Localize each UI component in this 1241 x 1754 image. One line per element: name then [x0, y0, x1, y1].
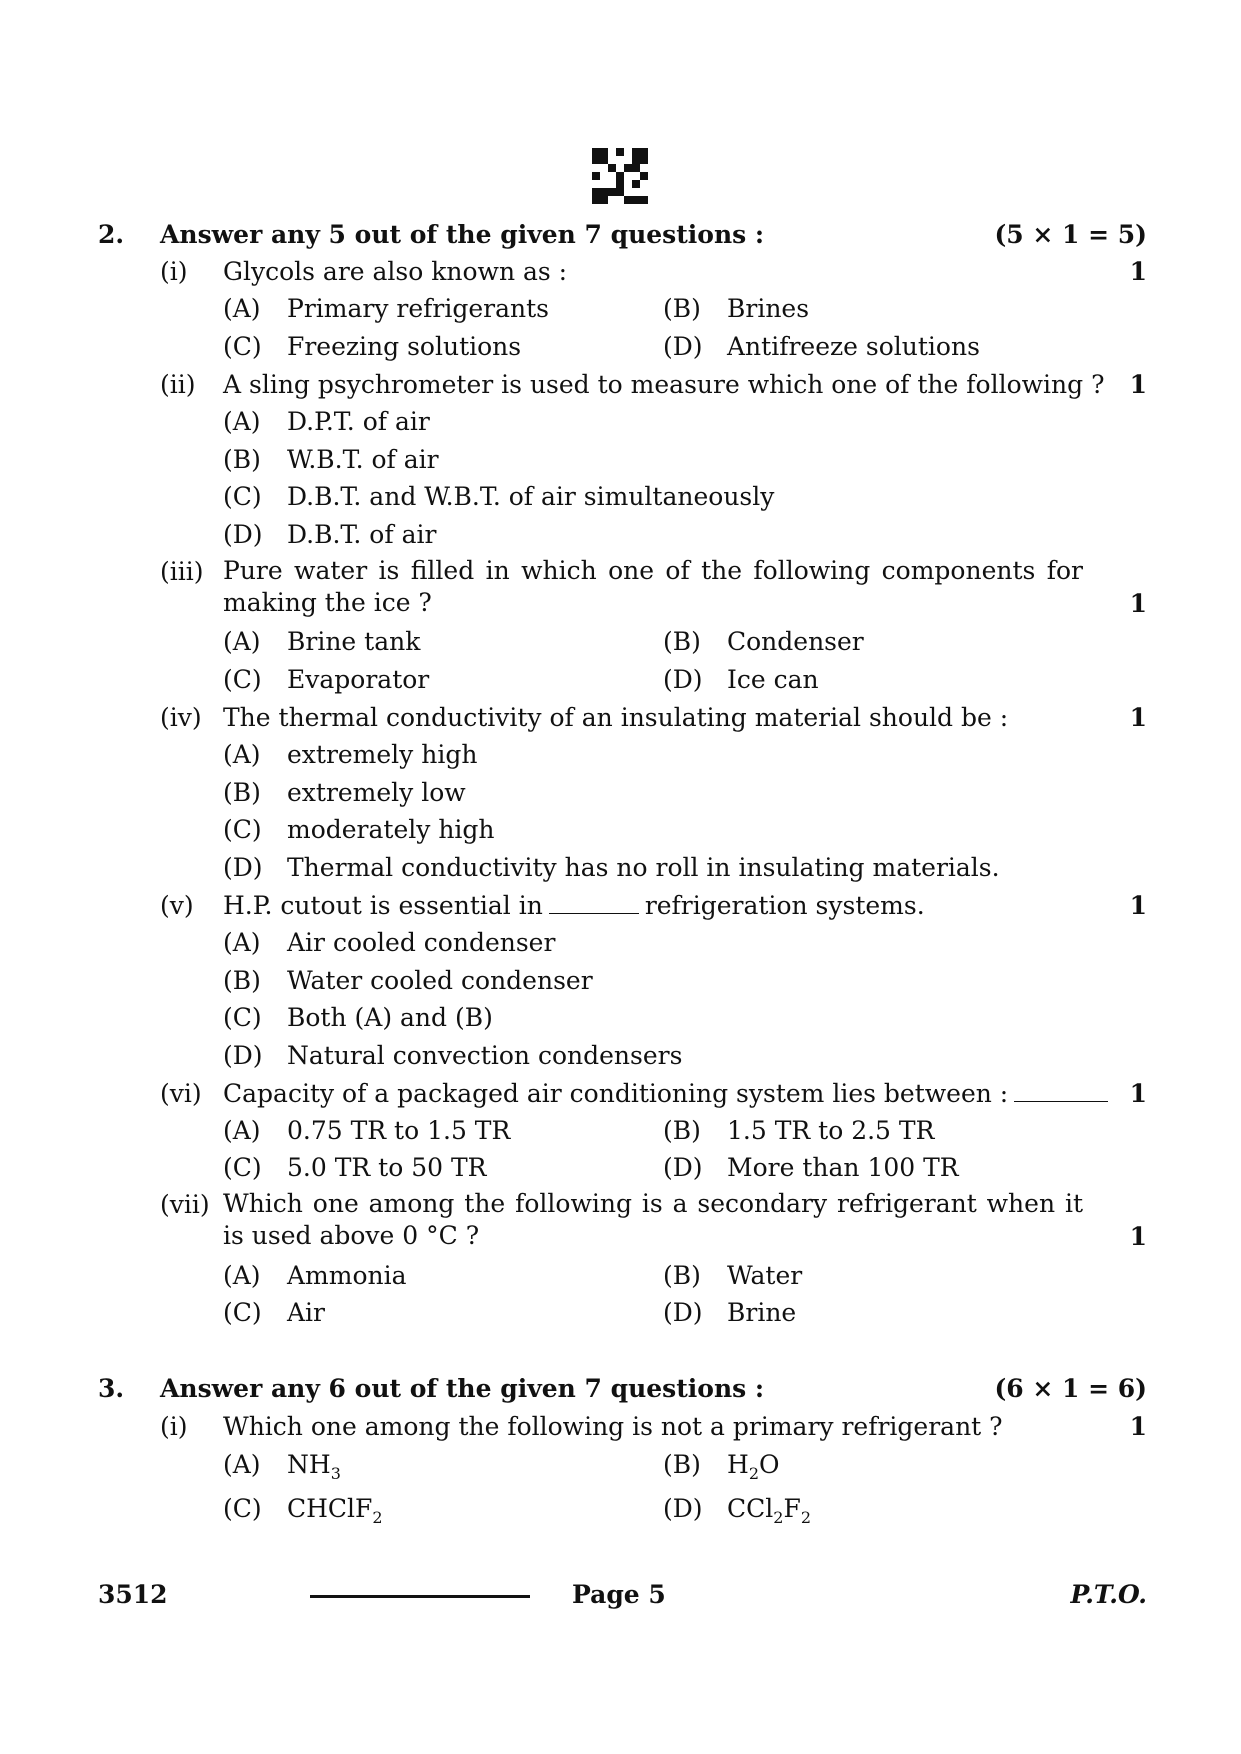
sub-question-number: (iii)	[160, 557, 204, 586]
option-label: (D)	[223, 1041, 263, 1070]
option-label: (B)	[663, 1116, 701, 1145]
option	[223, 1450, 341, 1483]
option-text: Water	[727, 1261, 803, 1290]
option	[223, 482, 774, 511]
option-label: (B)	[663, 1261, 701, 1290]
option	[223, 853, 1000, 882]
option	[223, 665, 429, 694]
option	[663, 332, 980, 361]
option-text: More than 100 TR	[727, 1153, 959, 1182]
sub-question-mark: 1	[1129, 257, 1147, 286]
sub-question-number: (i)	[160, 1412, 188, 1441]
option-label: (B)	[663, 1450, 701, 1479]
option-text: extremely high	[287, 740, 478, 769]
option	[223, 1494, 383, 1527]
option	[663, 1298, 796, 1327]
option-label: (C)	[223, 1298, 262, 1327]
option-label: (D)	[663, 1494, 703, 1523]
sub-question-mark: 1	[1129, 370, 1147, 399]
sub-question-number: (vii)	[160, 1190, 210, 1219]
option-label: (A)	[223, 1450, 261, 1479]
sub-question-mark: 1	[1129, 1412, 1147, 1441]
formula-subscript: 2	[372, 1508, 383, 1527]
option	[663, 627, 864, 656]
option-text: Brines	[727, 294, 810, 323]
option-text: D.P.T. of air	[287, 407, 430, 436]
sub-question-number: (v)	[160, 891, 194, 920]
option-label: (B)	[223, 966, 261, 995]
formula-subscript: 3	[330, 1464, 341, 1483]
question-2-instruction: Answer any 5 out of the given 7 questions :	[160, 220, 765, 249]
sub-question-stem: Pure water is filled in which one of the following components for making the ice ?	[223, 556, 1083, 617]
footer-rule	[310, 1595, 530, 1598]
option	[663, 1116, 934, 1145]
option-text: Air	[287, 1298, 326, 1327]
sub-question-number: (ii)	[160, 370, 196, 399]
option	[223, 1153, 486, 1182]
sub-question-stem: Glycols are also known as :	[223, 257, 568, 286]
option	[223, 332, 521, 361]
stem-after-blank: refrigeration systems.	[644, 891, 925, 920]
option-label: (B)	[663, 294, 701, 323]
option-text: Air cooled condenser	[287, 928, 556, 957]
option-text: Natural convection condensers	[287, 1041, 683, 1070]
option	[223, 294, 549, 323]
sub-question-stem: Which one among the following is not a primary refrigerant ?	[223, 1412, 1003, 1441]
option	[223, 778, 466, 807]
question-2-marks: (5 × 1 = 5)	[994, 220, 1147, 249]
formula-text: NH	[287, 1450, 331, 1479]
sub-question-mark: 1	[1129, 891, 1147, 920]
option-text: D.B.T. of air	[287, 520, 437, 549]
formula-text: CHClF	[287, 1494, 373, 1523]
option	[223, 520, 436, 549]
sub-question-stem: The thermal conductivity of an insulating material should be :	[223, 703, 1009, 732]
option	[663, 1153, 959, 1182]
option-label: (A)	[223, 740, 261, 769]
option-text: 0.75 TR to 1.5 TR	[287, 1116, 511, 1145]
option	[663, 1494, 811, 1527]
option-label: (D)	[663, 1298, 703, 1327]
option	[223, 928, 555, 957]
option	[663, 665, 819, 694]
sub-question-mark: 1	[1129, 1222, 1147, 1251]
sub-question-stem	[223, 891, 925, 920]
option-text: W.B.T. of air	[287, 445, 439, 474]
option-text: Ice can	[727, 665, 819, 694]
option-label: (B)	[663, 627, 701, 656]
option	[223, 445, 439, 474]
option	[223, 1261, 407, 1290]
sub-question-number: (i)	[160, 257, 188, 286]
option-text: Evaporator	[287, 665, 430, 694]
option	[223, 815, 495, 844]
formula-text: CCl	[727, 1494, 774, 1523]
option-label: (D)	[663, 665, 703, 694]
option	[663, 1450, 780, 1483]
sub-question-number: (vi)	[160, 1079, 202, 1108]
option-text: 5.0 TR to 50 TR	[287, 1153, 487, 1182]
option-text: Thermal conductivity has no roll in insulating materials.	[287, 853, 1000, 882]
option-label: (C)	[223, 1003, 262, 1032]
option-label: (C)	[223, 815, 262, 844]
option-text: Ammonia	[287, 1261, 407, 1290]
option-label: (B)	[223, 778, 261, 807]
stem-before-blank: H.P. cutout is essential in	[223, 891, 543, 920]
stem-text: Capacity of a packaged air conditioning system lies between :	[223, 1079, 1009, 1108]
option-text: extremely low	[287, 778, 466, 807]
option-text: Both (A) and (B)	[287, 1003, 493, 1032]
option	[223, 1116, 510, 1145]
option-text: Condenser	[727, 627, 864, 656]
option-text: Antifreeze solutions	[727, 332, 980, 361]
option	[223, 407, 430, 436]
option-label: (C)	[223, 482, 262, 511]
option-label: (C)	[223, 1153, 262, 1182]
sub-question-number: (iv)	[160, 703, 202, 732]
option-label: (B)	[223, 445, 261, 474]
option-label: (A)	[223, 1116, 261, 1145]
option-label: (A)	[223, 294, 261, 323]
option-label: (A)	[223, 407, 261, 436]
option-label: (D)	[223, 520, 263, 549]
fill-blank	[1014, 1083, 1108, 1102]
option	[223, 1298, 325, 1327]
sub-question-mark: 1	[1129, 589, 1147, 618]
option-label: (D)	[663, 1153, 703, 1182]
option-text: Brine tank	[287, 627, 421, 656]
sub-question-mark: 1	[1129, 703, 1147, 732]
paper-code: 3512	[98, 1580, 168, 1609]
formula-text: O	[759, 1450, 780, 1479]
question-3-instruction: Answer any 6 out of the given 7 questions :	[160, 1374, 765, 1403]
option	[223, 1041, 682, 1070]
option	[223, 1003, 493, 1032]
option-label: (D)	[223, 853, 263, 882]
fill-blank	[549, 895, 639, 914]
option	[223, 740, 477, 769]
option-text: D.B.T. and W.B.T. of air simultaneously	[287, 482, 775, 511]
option-label: (C)	[223, 332, 262, 361]
sub-question-stem	[223, 1079, 1114, 1108]
formula-subscript: 2	[773, 1508, 784, 1527]
question-3-number: 3.	[98, 1374, 125, 1403]
sub-question-mark: 1	[1129, 1079, 1147, 1108]
formula-subscript: 2	[748, 1464, 759, 1483]
option-text: 1.5 TR to 2.5 TR	[727, 1116, 935, 1145]
option-label: (C)	[223, 1494, 262, 1523]
qr-code-icon	[592, 148, 648, 204]
option-text: Primary refrigerants	[287, 294, 549, 323]
sub-question-stem: Which one among the following is a secondary refrigerant when it is used above 0 °C ?	[223, 1189, 1083, 1250]
option	[663, 1261, 802, 1290]
formula-text: F	[783, 1494, 801, 1523]
option	[663, 294, 809, 323]
option-label: (C)	[223, 665, 262, 694]
question-2-number: 2.	[98, 220, 125, 249]
formula-subscript: 2	[800, 1508, 811, 1527]
please-turn-over: P.T.O.	[1070, 1580, 1147, 1609]
option-label: (A)	[223, 627, 261, 656]
option-text: moderately high	[287, 815, 495, 844]
page-number: Page 5	[572, 1580, 666, 1609]
option	[223, 966, 593, 995]
option-text: Water cooled condenser	[287, 966, 593, 995]
option-label: (A)	[223, 1261, 261, 1290]
option-label: (A)	[223, 928, 261, 957]
option-label: (D)	[663, 332, 703, 361]
option	[223, 627, 420, 656]
option-text: Freezing solutions	[287, 332, 522, 361]
sub-question-stem: A sling psychrometer is used to measure which one of the following ?	[223, 370, 1105, 399]
question-3-marks: (6 × 1 = 6)	[994, 1374, 1147, 1403]
formula-text: H	[727, 1450, 749, 1479]
option-text: Brine	[727, 1298, 797, 1327]
